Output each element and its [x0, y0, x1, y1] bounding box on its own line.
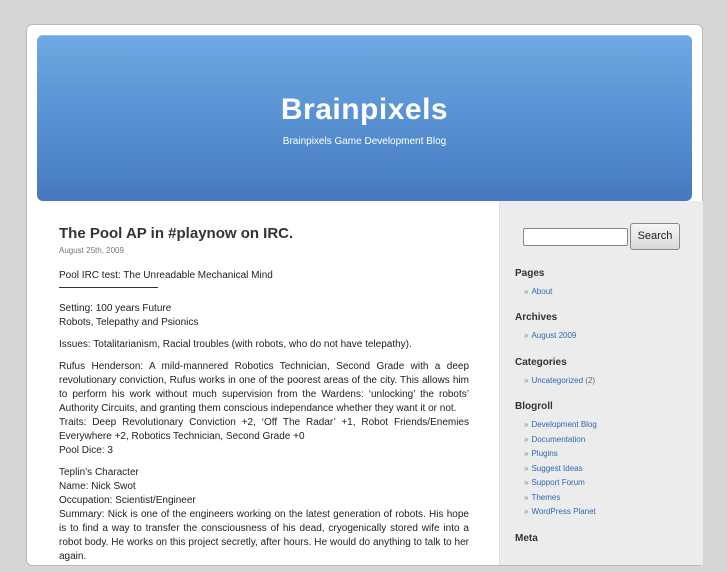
post-name: Name: Nick Swot: [59, 481, 136, 492]
search-input[interactable]: [523, 228, 628, 246]
blogroll-link[interactable]: » Suggest Ideas: [524, 463, 583, 473]
archives-heading: Archives: [515, 312, 558, 323]
categories-list: [524, 374, 595, 389]
post-summary: Summary: Nick is one of the engineers working on the latest generation of robots. His hope is to find a way to transfer the consciousness of his dead, cryogenically stored wife into a robot body. He works on this project secretly, after hours. He would do anything to talk to her again.: [59, 509, 469, 562]
blog-description: Brainpixels Game Development Blog: [282, 136, 447, 147]
blogroll-heading: Blogroll: [515, 401, 553, 412]
meta-heading: Meta: [515, 533, 538, 544]
blogroll-list: [524, 418, 597, 520]
blogroll-link[interactable]: » Themes: [524, 492, 561, 502]
blogroll-link[interactable]: » Documentation: [524, 434, 586, 444]
blog-title[interactable]: Brainpixels: [280, 93, 449, 126]
blogroll-link[interactable]: » WordPress Planet: [524, 507, 596, 516]
post-teplin-heading: Teplin’s Character: [59, 467, 139, 478]
post-issues: Issues: Totalitarianism, Racial troubles (with robots, who do not have telepathy).: [59, 339, 412, 350]
pages-list: [524, 285, 552, 300]
blogroll-link[interactable]: » Support Forum: [524, 478, 585, 487]
blogroll-link[interactable]: » Plugins: [524, 449, 558, 458]
sidebar: [499, 201, 703, 565]
category-link-uncategorized[interactable]: » Uncategorized (2): [524, 376, 596, 385]
post-setting: Setting: 100 years Future: [59, 303, 172, 314]
blog-header: [37, 35, 692, 201]
post-pool-dice: Pool Dice: 3: [59, 445, 113, 456]
page-container: [26, 24, 703, 566]
search-button[interactable]: Search: [630, 223, 680, 250]
pages-heading: Pages: [515, 268, 545, 279]
categories-heading: Categories: [515, 357, 567, 368]
post-intro: Pool IRC test: The Unreadable Mechanical Mind: [59, 270, 273, 281]
post-robots: Robots, Telepathy and Psionics: [59, 317, 199, 328]
post-content: [59, 225, 469, 572]
category-count: (2): [585, 376, 596, 385]
page-link-about[interactable]: » About: [524, 287, 553, 296]
separator-rule: [59, 287, 158, 288]
archives-list: [524, 329, 576, 344]
post-date: August 25th, 2009: [59, 246, 124, 255]
archive-link-august-2009[interactable]: » August 2009: [524, 331, 577, 340]
post-rufus: Rufus Henderson: A mild-mannered Robotics Technician, Second Grade with a deep revolutionary conviction, Rufus works in one of the poorest areas of the city. This allows him to perform his work without much supervision from the Wardens: ‘unlocking’ the robots’ Authority Circuits, and granting them conscious independance whether they want it or not.: [59, 361, 469, 414]
post-title[interactable]: The Pool AP in #playnow on IRC.: [59, 225, 294, 242]
post-occupation: Occupation: Scientist/Engineer: [59, 495, 196, 506]
blogroll-link[interactable]: » Development Blog: [524, 420, 597, 429]
post-traits: Traits: Deep Revolutionary Conviction +2, ‘Off The Radar’ +1, Robot Friends/Enemies Everywhere +2, Robotics Technician, Second Grade +0: [59, 417, 469, 442]
